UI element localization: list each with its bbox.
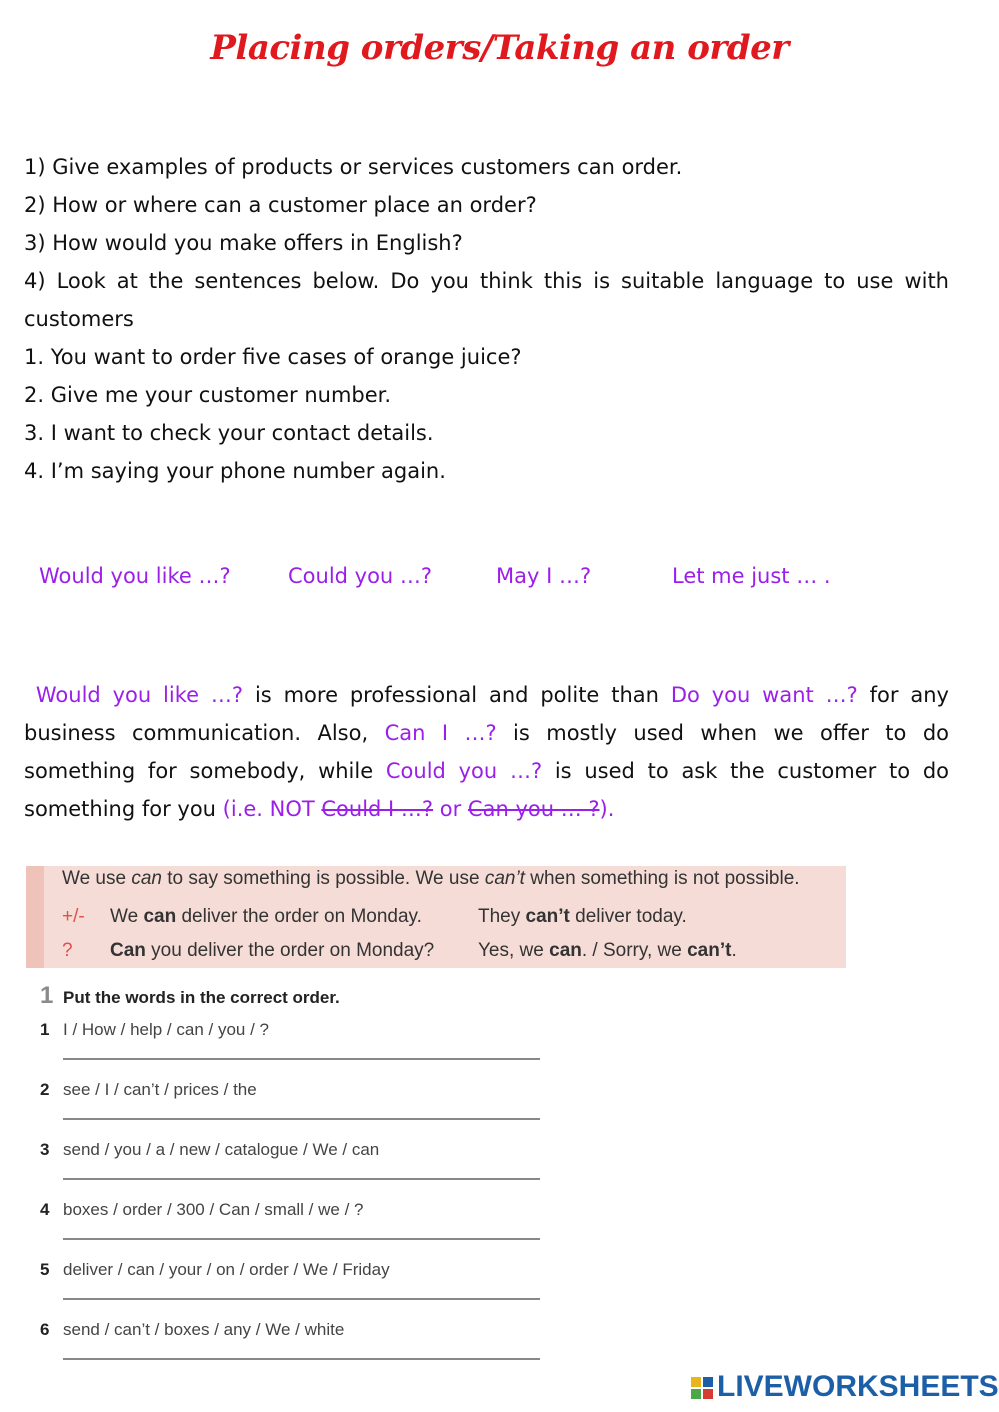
explanation-paragraph bbox=[24, 676, 949, 828]
exercise-number: 1 bbox=[40, 982, 54, 1009]
grammar-example-positive: We can deliver the order on Monday. bbox=[110, 906, 422, 927]
phrase-row bbox=[0, 564, 999, 600]
paragraph-line-1: Would you like …? is more professional and polite than Do you want …? for any bbox=[35, 683, 949, 707]
plus-minus-symbol: +/- bbox=[62, 906, 85, 927]
item-number: 3 bbox=[40, 1140, 50, 1159]
paragraph-line-2: business communication. Also, Can I …? is mostly used when we offer to do bbox=[24, 721, 949, 745]
grammar-example-question: Can you deliver the order on Monday? bbox=[110, 940, 435, 961]
grammar-box-bar bbox=[26, 866, 44, 968]
exercise-item bbox=[40, 1320, 540, 1380]
answer-line[interactable] bbox=[63, 1298, 540, 1300]
exercise-item bbox=[40, 1260, 540, 1320]
exercise-item bbox=[40, 1200, 540, 1260]
item-words: send / you / a / new / catalogue / We / can bbox=[63, 1140, 380, 1159]
item-words: boxes / order / 300 / Can / small / we / ? bbox=[63, 1200, 364, 1219]
exercise-item bbox=[40, 1140, 540, 1200]
question-3: 3) How would you make offers in English? bbox=[24, 231, 463, 255]
item-words: I / How / help / can / you / ? bbox=[63, 1020, 269, 1039]
grammar-box bbox=[26, 866, 846, 968]
worksheet-title: Placing orders/Taking an order bbox=[210, 28, 789, 68]
sentence-3: 3. I want to check your contact details. bbox=[24, 421, 434, 445]
questions-block bbox=[24, 148, 949, 490]
liveworksheets-logo[interactable] bbox=[691, 1370, 999, 1406]
item-number: 1 bbox=[40, 1020, 50, 1039]
item-words: see / I / can’t / prices / the bbox=[63, 1080, 257, 1099]
logo-text: LIVEWORKSHEETS bbox=[717, 1370, 999, 1403]
sentence-2: 2. Give me your customer number. bbox=[24, 383, 392, 407]
exercise-item bbox=[40, 1020, 540, 1080]
phrase-let-me-just: Let me just … . bbox=[672, 564, 831, 588]
sentence-4: 4. I’m saying your phone number again. bbox=[24, 459, 446, 483]
question-symbol: ? bbox=[62, 940, 73, 961]
phrase-would-you-like: Would you like …? bbox=[39, 564, 231, 588]
answer-line[interactable] bbox=[63, 1118, 540, 1120]
sentence-1: 1. You want to order five cases of orange juice? bbox=[24, 345, 522, 369]
answer-line[interactable] bbox=[63, 1178, 540, 1180]
answer-line[interactable] bbox=[63, 1358, 540, 1360]
grammar-example-negative: They can’t deliver today. bbox=[478, 906, 687, 927]
exercise-instruction: Put the words in the correct order. bbox=[63, 988, 340, 1007]
question-4: 4) Look at the sentences below. Do you think this is suitable language to use with bbox=[24, 269, 949, 293]
question-2: 2) How or where can a customer place an order? bbox=[24, 193, 537, 217]
grammar-intro: We use can to say something is possible. We use can’t when something is not possible. bbox=[62, 868, 800, 889]
item-number: 2 bbox=[40, 1080, 50, 1099]
liveworksheets-mark-icon bbox=[691, 1377, 713, 1399]
phrase-could-you: Could you …? bbox=[288, 564, 433, 588]
paragraph-line-3: something for somebody, while Could you …? is used to ask the customer to do bbox=[24, 759, 949, 783]
phrase-may-i: May I …? bbox=[496, 564, 592, 588]
item-number: 4 bbox=[40, 1200, 50, 1219]
exercise-item bbox=[40, 1080, 540, 1140]
question-1: 1) Give examples of products or services customers can order. bbox=[24, 155, 683, 179]
item-number: 5 bbox=[40, 1260, 50, 1279]
answer-line[interactable] bbox=[63, 1238, 540, 1240]
item-words: send / can’t / boxes / any / We / white bbox=[63, 1320, 345, 1339]
answer-line[interactable] bbox=[63, 1058, 540, 1060]
question-4-continuation: customers bbox=[24, 307, 134, 331]
grammar-example-answers: Yes, we can. / Sorry, we can’t. bbox=[478, 940, 737, 961]
item-words: deliver / can / your / on / order / We / Friday bbox=[63, 1260, 390, 1279]
paragraph-line-4: something for you (i.e. NOT Could I …? or Can you … ?). bbox=[24, 797, 615, 821]
item-number: 6 bbox=[40, 1320, 50, 1339]
